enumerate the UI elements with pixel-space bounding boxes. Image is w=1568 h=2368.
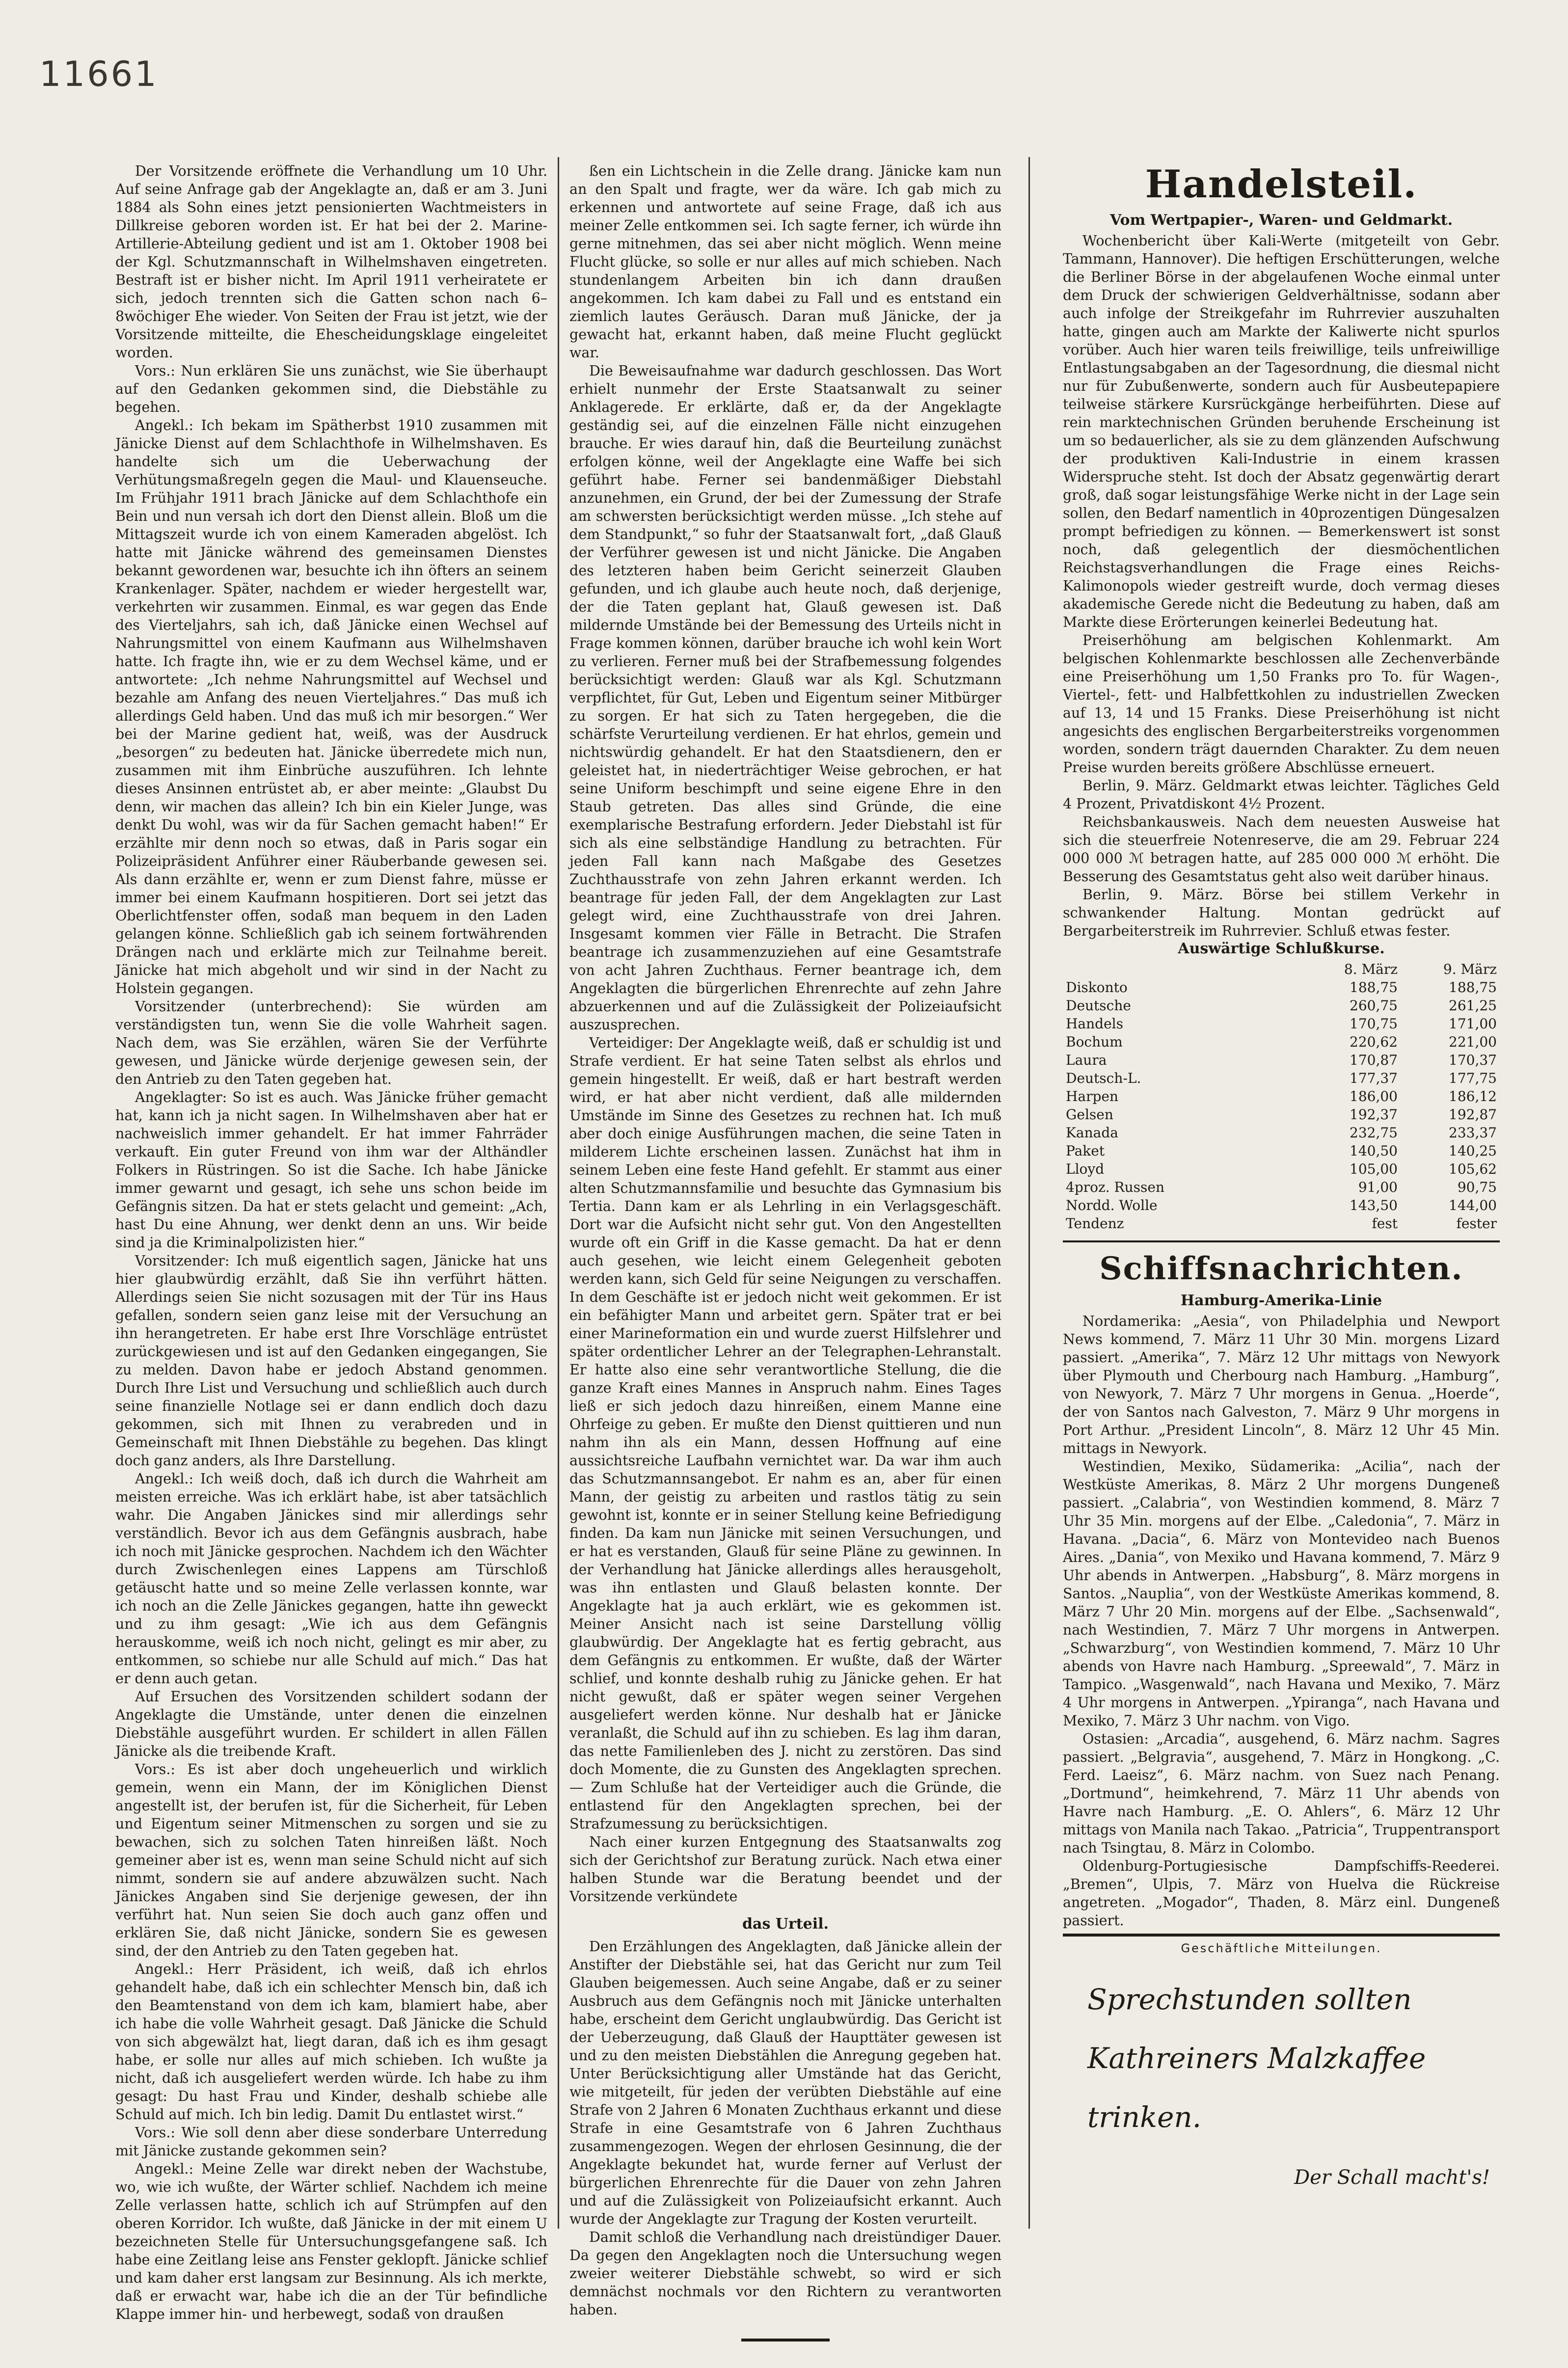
cell: 192,37 bbox=[1350, 1106, 1398, 1123]
cell: 171,00 bbox=[1449, 1016, 1497, 1032]
cell: 177,75 bbox=[1449, 1070, 1497, 1086]
cell: 188,75 bbox=[1350, 979, 1398, 996]
cell: Nordd. Wolle bbox=[1066, 1197, 1158, 1213]
table-row bbox=[1063, 996, 1500, 1015]
table-row bbox=[1063, 1124, 1500, 1142]
handwriting-line: trinken. bbox=[1087, 2100, 1202, 2134]
paragraph: Angekl.: Meine Zelle war direkt neben der Wachstube, wo, wie ich wußte, der Wärter schlief. Nachdem ich meine Zelle verlassen hatte, schlich ich auf Strümpfen auf den oberen Korridor. Ich wußte, daß Jänicke in der mit einem U bezeichneten Stelle für Untersuchungsgefangene saß. Ich habe eine Zeitlang leise ans Fenster geklopft. Jänicke schlief und kam daher erst langsam zur Besinnung. Als ich merkte, daß er erwacht war, habe ich die an der Tür befindliche Klappe immer hin- und herbewegt, sodaß von draußen bbox=[115, 2161, 547, 2322]
paragraph: Die Beweisaufnahme war dadurch geschlossen. Das Wort erhielt nunmehr der Erste Staatsanwalt zu seiner Anklagerede. Er erklärte, daß er, da der Angeklagte geständig sei, auf die einzelnen Fälle nicht einzugehen brauche. Er wies darauf hin, daß die Beurteilung zunächst erfolgen könne, weil der Angeklagte eine Waffe bei sich geführt habe. Ferner sei bandenmäßiger Diebstahl anzunehmen, ein Grund, der bei der Zumessung der Strafe am schwersten berücksichtigt werden müsse. „Ich stehe auf dem Standpunkt,“ so fuhr der Staatsanwalt fort, „daß Glauß der Verführer gewesen ist und nicht Jänicke. Die Angaben des letzteren haben beim Gericht seinerzeit Glauben gefunden, und ich glaube auch heute noch, daß derjenige, der die Taten geplant hat, Glauß gewesen ist. Daß mildernde Umstände bei der Bemessung des Urteils nicht in Frage kommen können, darüber brauche ich wohl kein Wort zu verlieren. Ferner muß bei der Strafbemessung folgendes berücksichtigt werden: Glauß war als Kgl. Schutzmann verpflichtet, für Gut, Leben und Eigentum seiner Mitbürger zu sorgen. Er hat sich zu Taten hergegeben, die die schärfste Verurteilung verdienen. Er hat ehrlos, gemein und nichtswürdig gehandelt. Er hat den Staatsdienern, den er geleistet hat, in niederträchtiger Weise gebrochen, er hat seine Uniform beschimpft und seine eigene Ehre in den Staub getreten. Das alles sind Gründe, die eine exemplarische Bestrafung erfordern. Jeder Diebstahl ist für sich als eine selbständige Handlung zu betrachten. Für jeden Fall kann nach Maßgabe des Gesetzes Zuchthausstrafe von zehn Jahren erkannt werden. Ich beantrage für jeden Fall, der dem Angeklagten zur Last gelegt wird, eine Zuchthausstrafe von drei Jahren. Insgesamt kommen vier Fälle in Betracht. Die Strafen beantrage ich zusammenzuziehen auf eine Gesamtstrafe von acht Jahren Zuchthaus. Ferner beantrage ich, dem Angeklagten die bürgerlichen Ehrenrechte auf zehn Jahre abzuerkennen und auf die Zulässigkeit der Polizeiaufsicht auszusprechen. bbox=[569, 363, 1001, 1033]
cell: 105,62 bbox=[1449, 1161, 1497, 1177]
cell: 90,75 bbox=[1457, 1179, 1497, 1195]
shipping-news-box bbox=[1063, 1312, 1500, 1937]
business-notices-label: Geschäftliche Mitteilungen. bbox=[1181, 1941, 1382, 1955]
stock-table-title: Auswärtige Schlußkurse. bbox=[1178, 940, 1385, 957]
paragraph: Wochenbericht über Kali-Werte (mitgeteilt von Gebr. Tammann, Hannover). Die heftigen Erschütterungen, welche die Berliner Börse in der abgelaufenen Woche einmal unter dem Druck der schwierigen Geldverhältnisse, sodann aber auch infolge der Streikgefahr im Ruhrrevier auszuhalten hatte, gingen auch am Markte der Kaliwerte nicht spurlos vorüber. Auch hier waren teils freiwillige, teils unfreiwillige Entlastungsabgaben an der Tagesordnung, die diesmal nicht nur für Zubußenwerte, sondern auch für Ausbeutepapiere teilweise stärkere Kursrückgänge herbeiführten. Diese auf rein marktechnischen Gründen beruhende Erscheinung ist um so bedauerlicher, als sie zu dem glänzenden Aufschwung der produktiven Kali-Industrie in einem krassen Widerspruche steht. Ist doch der Absatz gegenwärtig derart groß, daß sogar leistungsfähige Werke nicht in der Lage sein sollen, den Bedarf namentlich in 40prozentigen Düngesalzen prompt befriedigen zu können. — Bemerkenswert ist sonst noch, daß gelegentlich der diesmöchentlichen Reichstagsverhandlungen die Frage eines Reichs-Kalimonopols wieder gestreift wurde, doch vermag dieses akademische Gerede nicht die Bedeutung zu haben, daß am Markte diese Erörterungen keinerlei Bedeutung hat. bbox=[1063, 233, 1500, 630]
table-row bbox=[1063, 1069, 1500, 1087]
paragraph: Oldenburg-Portugiesische Dampfschiffs-Reederei. „Bremen“, Ulpis, 7. März von Huelva die Rückreise angetreten. „Mogador“, Thaden, 8. März einl. Dungeneß passiert. bbox=[1063, 1858, 1500, 1929]
paragraph: Damit schloß die Verhandlung nach dreistündiger Dauer. Da gegen den Angeklagten noch die Untersuchung wegen zweier weiterer Diebstähle schwebt, so wird er sich demnächst nochmals vor den Richtern zu verantworten haben. bbox=[569, 2229, 1001, 2318]
cell: 91,00 bbox=[1358, 1179, 1398, 1195]
cell: 105,00 bbox=[1350, 1161, 1398, 1177]
cell: 261,25 bbox=[1449, 997, 1497, 1014]
paragraph: Vorsitzender: Ich muß eigentlich sagen, Jänicke hat uns hier glaubwürdig erzählt, daß Sie ihn verführt hätten. Allerdings seien Sie nicht sozusagen mit der Tür ins Haus gefallen, sondern seien ganz leise mit der Versuchung an ihn herangetreten. Er habe erst Ihre Vorschläge entrüstet zurückgewiesen und ist auf den Gedanken eingegangen, Sie zu melden. Davon habe er jedoch Abstand genommen. Durch Ihre List und Versuchung und schließlich auch durch seine finanzielle Notlage sei er dann endlich doch dazu gekommen, sich mit Ihnen zu verabreden und in Gemeinschaft mit Ihnen Diebstähle zu begehen. Das klingt doch ganz anders, als Ihre Darstellung. bbox=[115, 1253, 547, 1469]
table-header-row bbox=[1063, 960, 1500, 978]
cell: 170,75 bbox=[1350, 1016, 1398, 1032]
paragraph: Vors.: Es ist aber doch ungeheuerlich und wirklich gemein, wenn ein Mann, der im Königlichen Dienst angestellt ist, der berufen ist, für die Sicherheit, für Leben und Eigentum seiner Mitmenschen zu sorgen und sie zu bewachen, sich zu solchen Taten hinreißen läßt. Noch gemeiner aber ist es, wenn man seine Schuld nicht auf sich nimmt, sondern sie auf andere abzuwälzen sucht. Nach Jänickes Angaben sind Sie derjenige gewesen, der ihn verführt hat. Nun seien Sie doch auch ganz offen und erklären Sie, daß nicht Jänicke, sondern Sie es gewesen sind, der den Antrieb zu den Taten gegeben hat. bbox=[115, 1761, 547, 1959]
cell: 177,37 bbox=[1350, 1070, 1398, 1086]
paragraph: Vors.: Wie soll denn aber diese sonderbare Unterredung mit Jänicke zustande gekommen sein? bbox=[115, 2125, 547, 2159]
court-report-column-2 bbox=[569, 162, 1001, 2341]
cell: 4proz. Russen bbox=[1066, 1179, 1164, 1195]
cell: 140,50 bbox=[1350, 1143, 1398, 1159]
table-row bbox=[1063, 1105, 1500, 1124]
section-title-schiffsnachrichten: Schiffsnachrichten. bbox=[1099, 1250, 1463, 1287]
table-header bbox=[1063, 960, 1301, 978]
cell: 170,87 bbox=[1350, 1052, 1398, 1068]
column-rule-2 bbox=[1028, 157, 1030, 2229]
paragraph: Angekl.: Ich weiß doch, daß ich durch die Wahrheit am meisten erreiche. Was ich erklärt habe, ist aber tatsächlich wahr. Die Angaben Jänickes sind mir allerdings sehr verständlich. Bevor ich aus dem Gefängnis ausbrach, habe ich noch mit Jänicke gesprochen. Nachdem ich den Wächter durch Zwischenlegen eines Lappens am Türschloß getäuscht hatte und so meine Zelle verlassen konnte, war ich noch an die Zelle Jänickes gegangen, hatte ihn geweckt und zu ihm gesagt: „Wie ich aus dem Gefängnis herauskomme, weiß ich noch nicht, gelingt es mir aber, zu entkommen, so schiebe nur alle Schuld auf mich.“ Das hat er denn auch getan. bbox=[115, 1471, 547, 1687]
section-title-handelsteil: Handelsteil. bbox=[1145, 162, 1418, 207]
cell: Laura bbox=[1066, 1052, 1107, 1068]
paragraph: Ostasien: „Arcadia“, ausgehend, 6. März nachm. Sagres passiert. „Belgravia“, ausgehend, 7. März in Hongkong. „C. Ferd. Laeisz“, 6. März nachm. von Suez nach Penang. „Dortmund“, heimkehrend, 7. März 11 Uhr abends von Havre nach Hamburg. „E. O. Ahlers“, 6. März 12 Uhr mittags von Manila nach Takao. „Patricia“, Truppentransport nach Tsingtau, 8. März in Colombo. bbox=[1063, 1731, 1500, 1856]
cell: 232,75 bbox=[1350, 1125, 1398, 1141]
paragraph: Der Vorsitzende eröffnete die Verhandlung um 10 Uhr. Auf seine Anfrage gab der Angeklagte an, daß er am 3. Juni 1884 als Sohn eines jetzt pensionierten Wachtmeisters in Dillkreise geboren worden ist. Er hat bei der 2. Marine-Artillerie-Abteilung gedient und ist am 1. Oktober 1908 bei der Kgl. Schutzmannschaft in Wilhelmshaven eingetreten. Bestraft ist er bisher nicht. Im April 1911 verheiratete er sich, jedoch trennten sich die Gatten schon nach 6–8wöchiger Ehe wieder. Von Seiten der Frau ist jetzt, wie der Vorsitzende mitteilte, die Ehescheidungsklage eingeleitet worden. bbox=[115, 163, 547, 361]
paragraph: Reichsbankausweis. Nach dem neuesten Ausweise hat sich die steuerfreie Notenreserve, die am 29. Februar 224 000 000 ℳ betragen hatte, auf 285 000 000 ℳ erhöht. Die Besserung des Gesamtstatus geht also weit darüber hinaus. bbox=[1063, 814, 1500, 885]
verdict-heading: das Urteil. bbox=[742, 1915, 829, 1933]
cell: Diskonto bbox=[1066, 979, 1128, 996]
cell: Tendenz bbox=[1066, 1215, 1124, 1232]
paragraph: Berlin, 9. März. Börse bei stillem Verkehr in schwankender Haltung. Montan gedrückt auf Bergarbeiterstreik im Ruhrrevier. Schluß etwas fester. bbox=[1063, 887, 1500, 939]
cell: 143,50 bbox=[1350, 1197, 1398, 1213]
section-subtitle: Vom Wertpapier-, Waren- und Geldmarkt. bbox=[1109, 212, 1453, 229]
cell: 186,00 bbox=[1350, 1088, 1398, 1104]
cell: 186,12 bbox=[1449, 1088, 1497, 1104]
handwriting-signature: Der Schall macht's! bbox=[1294, 2166, 1490, 2189]
table-row bbox=[1063, 1033, 1500, 1051]
cell: 170,37 bbox=[1449, 1052, 1497, 1068]
paragraph: ßen ein Lichtschein in die Zelle drang. Jänicke kam nun an den Spalt und fragte, wer da wäre. Ich gab mich zu erkennen und antwortete auf seine Frage, daß ich aus meiner Zelle entkommen sei. Ich sagte ferner, ich würde ihn gerne mitnehmen, das sei aber nicht möglich. Wenn meine Flucht glücke, so solle er nur alles auf mich schieben. Nach stundenlangem Arbeiten bin ich dann draußen angekommen. Ich kam dabei zu Fall und es entstand ein ziemlich lautes Geräusch. Daran muß Jänicke, der ja gewacht hat, erkannt haben, daß meine Flucht geglückt war. bbox=[569, 163, 1001, 361]
table-row bbox=[1063, 1051, 1500, 1069]
court-report-column-1 bbox=[115, 162, 547, 2323]
business-column bbox=[1063, 162, 1500, 2189]
table-row bbox=[1063, 978, 1500, 996]
cell: fester bbox=[1456, 1215, 1497, 1232]
cell: 233,37 bbox=[1449, 1125, 1497, 1141]
paragraph: Westindien, Mexiko, Südamerika: „Acilia“, nach der Westküste Amerikas, 8. März 2 Uhr morgens Dungeneß passiert. „Calabria“, von Westindien kommend, 8. März 7 Uhr 35 Min. morgens auf der Elbe. „Caledonia“, 7. März in Havana. „Dacia“, 6. März von Montevideo nach Buenos Aires. „Dania“, von Mexiko und Havana kommend, 7. März 9 Uhr abends in Antwerpen. „Habsburg“, 8. März morgens in Santos. „Nauplia“, von der Westküste Amerikas kommend, 8. März 7 Uhr 20 Min. morgens auf der Elbe. „Sachsenwald“, nach Westindien, 7. März 7 Uhr morgens in Antwerpen. „Schwarzburg“, von Westindien kommend, 7. März 10 Uhr abends von Havre nach Hamburg. „Spreewald“, 7. März in Tampico. „Wasgenwald“, nach Havana und Mexiko, 7. März 4 Uhr morgens in Antwerpen. „Ypiranga“, nach Havana und Mexiko, 7. März 3 Uhr nachm. von Vigo. bbox=[1063, 1458, 1500, 1729]
table-header: 9. März bbox=[1443, 961, 1497, 977]
table-row bbox=[1063, 1196, 1500, 1214]
table-row bbox=[1063, 1087, 1500, 1105]
cell: 221,00 bbox=[1449, 1034, 1497, 1050]
cell: 260,75 bbox=[1350, 997, 1398, 1014]
stock-table bbox=[1063, 960, 1500, 1233]
paragraph: Nach einer kurzen Entgegnung des Staatsanwalts zog sich der Gerichtshof zur Beratung zurück. Nach etwa einer halben Stunde war die Beratung beendet und der Vorsitzende verkündete bbox=[569, 1834, 1001, 1905]
cell: Handels bbox=[1066, 1016, 1123, 1032]
cell: 192,87 bbox=[1449, 1106, 1497, 1123]
column-rule-1 bbox=[558, 157, 559, 2229]
end-rule bbox=[741, 2339, 830, 2341]
paragraph: Berlin, 9. März. Geldmarkt etwas leichter. Tägliches Geld 4 Prozent, Privatdiskont 4½ Prozent. bbox=[1063, 778, 1500, 812]
table-row bbox=[1063, 1142, 1500, 1160]
table-row bbox=[1063, 1214, 1500, 1233]
paragraph: Verteidiger: Der Angeklagte weiß, daß er schuldig ist und Strafe verdient. Er hat seine Taten selbst als ehrlos und gemein hingestellt. Er weiß, daß er hart bestraft werden wird, er hat aber nicht verdient, daß alle mildernden Umstände im Sinne des Gesetzes zu rechnen hat. Ich muß aber doch einige Ausführungen machen, die seine Taten in milderem Lichte erscheinen lassen. Zunächst hat ihm in seinem Leben eine feste Hand gefehlt. Er stammt aus einer alten Schutzmannsfamilie und besuchte das Gymnasium bis Tertia. Dann kam er als Lehrling in ein Verlagsgeschäft. Dort war die Aufsicht nicht sehr gut. Von den Angestellten wurde oft ein Griff in die Kasse gemacht. Da hat er denn auch gesehen, wie leicht einem Gelegenheit geboten werden kann, sich Geld für seine Neigungen zu verschaffen. In dem Geschäfte ist er jedoch nicht weit gekommen. Er ist ein befähigter Mann und arbeitet gern. Später trat er bei einer Marineformation ein und wurde zuerst Hilfslehrer und später ordentlicher Lehrer an der Telegraphen-Lehranstalt. Er hatte also eine sehr verantwortliche Stellung, die die ganze Kraft eines Mannes in Anspruch nahm. Eines Tages ließ er sich jedoch dazu hinreißen, einem Manne eine Ohrfeige zu geben. Er mußte den Dienst quittieren und nun nahm ihn als ein Mann, dessen Hoffnung auf eine aussichtsreiche Laufbahn vernichtet war. Da war ihm auch das Schutzmannsangebot. Er nahm es an, aber für einen Mann, der geistig zu arbeiten und rastlos tätig zu sein gewohnt ist, konnte er in seiner Stellung keine Befriedigung finden. Da kam nun Jänicke mit seinen Versuchungen, und er hat es verstanden, Glauß für seine Pläne zu gewinnen. In der Verhandlung hat Jänicke allerdings alles herausgeholt, was ihn entlasten und Glauß belasten konnte. Der Angeklagte hat ja auch erklärt, wie es gekommen ist. Meiner Ansicht nach ist seine Darstellung völlig glaubwürdig. Der Angeklagte hat es fertig gebracht, aus dem Gefängnis zu entkommen. Er wußte, daß der Wärter schlief, und konnte deshalb ruhig zu Jänicke gehen. Er hat nicht gewußt, daß er später wegen seiner Vergehen ausgeliefert werden könne. Nur deshalb hat er Jänicke veranlaßt, die Schuld auf ihn zu schieben. Es lag ihm daran, das nette Familienleben des J. nicht zu zerstören. Das sind doch Momente, die zu Gunsten des Angeklagten sprechen. — Zum Schluße hat der Verteidiger auch die Gründe, die entlastend für den Angeklagten sprechen, bei der Strafzumessung zu berücksichtigen. bbox=[569, 1035, 1001, 1832]
handwritten-advertisement bbox=[1063, 1970, 1500, 2189]
paragraph: Den Erzählungen des Angeklagten, daß Jänicke allein der Anstifter der Diebstähle sei, hat das Gericht nur zum Teil Glauben beigemessen. Auch seine Angabe, daß er zu seiner Ausbruch aus dem Gefängnis noch mit Jänicke unterhalten habe, erscheint dem Gericht unglaubwürdig. Das Gericht ist der Ueberzeugung, daß Glauß der Haupttäter gewesen ist und zu den meisten Diebstählen die Anregung gegeben hat. Unter Berücksichtigung aller Umstände hat das Gericht, wie mitgeteilt, für jeden der verübten Diebstähle auf eine Strafe von 2 Jahren 6 Monaten Zuchthaus erkannt und diese Strafe in eine Gesamtstrafe von 6 Jahren Zuchthaus zusammengezogen. Wegen der ehrlosen Gesinnung, die der Angeklagte bekundet hat, wurde ferner auf Verlust der bürgerlichen Ehrenrechte für die Dauer von zehn Jahren und auf die Zulässigkeit von Polizeiaufsicht erkannt. Auch wurde der Angeklagte zur Tragung der Kosten verurteilt. bbox=[569, 1938, 1001, 2227]
cell: Kanada bbox=[1066, 1125, 1118, 1141]
cell: fest bbox=[1372, 1215, 1398, 1232]
page-number: 11661 bbox=[39, 54, 159, 94]
cell: Deutsche bbox=[1066, 997, 1131, 1014]
cell: Gelsen bbox=[1066, 1106, 1113, 1123]
cell: Harpen bbox=[1066, 1088, 1119, 1104]
paragraph: Auf Ersuchen des Vorsitzenden schildert sodann der Angeklagte die Umstände, unter denen die einzelnen Diebstähle ausgeführt wurden. Er schildert in allen Fällen Jänicke als die treibende Kraft. bbox=[115, 1689, 547, 1759]
paragraph: Vors.: Nun erklären Sie uns zunächst, wie Sie überhaupt auf den Gedanken gekommen sind, die Diebstähle zu begehen. bbox=[115, 363, 547, 415]
table-row bbox=[1063, 1178, 1500, 1196]
paragraph: Angekl.: Herr Präsident, ich weiß, daß ich ehrlos gehandelt habe, daß ich ein schlechter Mensch bin, daß ich den Beamtenstand von dem ich kam, blamiert habe, aber ich habe die volle Wahrheit gesagt. Daß Jänicke die Schuld von sich abgewälzt hat, liegt daran, daß ich es ihm gesagt habe, er solle nur alles auf mich schieben. Ich wußte ja nicht, daß ich ausgeliefert werden würde. Ich habe zu ihm gesagt: Du hast Frau und Kinder, deshalb schiebe alle Schuld auf mich. Ich bin ledig. Damit Du entlastet wirst.“ bbox=[115, 1961, 547, 2123]
paragraph: Angekl.: Ich bekam im Spätherbst 1910 zusammen mit Jänicke Dienst auf dem Schlachthofe in Wilhelmshaven. Es handelte sich um die Ueberwachung der Verhütungsmaßregeln gegen die Maul- und Klauenseuche. Im Frühjahr 1911 brach Jänicke auf dem Schlachthofe ein Bein und nun versah ich dort den Dienst allein. Bloß um die Mittagszeit wurde ich von einem Kameraden abgelöst. Ich hatte mit Jänicke während des gemeinsamen Dienstes bekannt gewordenen war, besuchte ich ihn öfters an seinem Krankenlager. Später, nachdem er wieder hergestellt war, verkehrten wir zusammen. Einmal, es war gegen das Ende des Vierteljahrs, sah ich, daß Jänicke einen Wechsel auf Nahrungsmittel von einem Kaufmann aus Wilhelmshaven hatte. Ich fragte ihn, wie er zu dem Wechsel käme, und er antwortete: „Ich nehme Nahrungsmittel auf Wechsel und bezahle am Anfang des neuen Vierteljahres.“ Das muß ich allerdings Geld haben. Und das muß ich mir besorgen.“ Wer bei der Marine gedient hat, weiß, was der Ausdruck „besorgen“ zu bedeuten hat. Jänicke überredete mich nun, zusammen mit ihm Einbrüche auszuführen. Ich lehnte dieses Ansinnen entrüstet ab, er aber meinte: „Glaubst Du denn, wir machen das allein? Ich bin ein Kieler Junge, was denkt Du wohl, was wir da für Sachen gemacht haben!“ Er erzählte mir denn noch so etwas, daß in Paris sogar ein Polizeipräsident Anführer einer Räuberbande gewesen sei. Als dann erzählte er, wenn er zum Dienst fahre, müsse er immer bei einem Kaufmann hospitieren. Dort sei jetzt das Oberlichtfenster offen, sodaß man bequem in den Laden gelangen könne. Schließlich gab ich seinem fortwährenden Drängen nach und erklärte mich zur Teilnahme bereit. Jänicke hat mich abgeholt und wir sind in der Nacht zu Holstein gegangen. bbox=[115, 417, 547, 996]
shipping-line-title: Hamburg-Amerika-Linie bbox=[1180, 1292, 1382, 1309]
cell: 188,75 bbox=[1449, 979, 1497, 996]
cell: Deutsch-L. bbox=[1066, 1070, 1141, 1086]
cell: Lloyd bbox=[1066, 1161, 1105, 1177]
cell: 220,62 bbox=[1350, 1034, 1398, 1050]
handwriting-line: Kathreiners Malzkaffee bbox=[1087, 2042, 1426, 2075]
paragraph: Angeklagter: So ist es auch. Was Jänicke früher gemacht hat, kann ich ja nicht sagen. In Wilhelmshaven aber hat er nachweislich immer gehandelt. Er hat immer Fahrräder verkauft. Ein guter Freund von ihm war der Althändler Folkers in Rüstringen. So ist die Sache. Ich habe Jänicke immer gewarnt und gesagt, ich sehe uns schon beide im Gefängnis sitzen. Da hat er stets gelacht und gemeint: „Ach, hast Du eine Ahnung, wer denkt denn an uns. Wir beide sind ja die Kriminalpolizisten hier.“ bbox=[115, 1089, 547, 1251]
table-header: 8. März bbox=[1344, 961, 1398, 977]
handwriting-line: Sprechstunden sollten bbox=[1087, 1983, 1412, 2016]
cell: Paket bbox=[1066, 1143, 1105, 1159]
paragraph: Preiserhöhung am belgischen Kohlenmarkt. Am belgischen Kohlenmarkte beschlossen alle Zechenverbände eine Preiserhöhung um 1,50 Franks pro To. für Wagen-, Viertel-, fett- und Halbfettkohlen zu industriellen Zwecken auf 13, 14 und 15 Franks. Diese Preiserhöhung ist nicht angesichts des englischen Bergarbeiterstreiks vorgenommen worden, sondern trägt dauernden Charakter. Zu dem neuen Preise wurden bereits größere Abschlüsse erneuert. bbox=[1063, 632, 1500, 776]
cell: Bochum bbox=[1066, 1034, 1123, 1050]
paragraph: Nordamerika: „Aesia“, von Philadelphia und Newport News kommend, 7. März 11 Uhr 30 Min. morgens Lizard passiert. „Amerika“, 7. März 12 Uhr mittags von Newyork über Plymouth und Cherbourg nach Hamburg. „Hamburg“, von Newyork, 7. März 7 Uhr morgens in Genua. „Hoerde“, der von Santos nach Galveston, 7. März 9 Uhr morgens in Port Arthur. „President Lincoln“, 8. März 12 Uhr 45 Min. mittags in Newyork. bbox=[1063, 1313, 1500, 1456]
table-row bbox=[1063, 1015, 1500, 1033]
paragraph: Vorsitzender (unterbrechend): Sie würden am verständigsten tun, wenn Sie die volle Wahrheit sagen. Nach dem, was Sie erzählen, wären Sie der Verführte gewesen, und Jänicke würde derjenige gewesen sein, der den Antrieb zu den Taten gegeben hat. bbox=[115, 998, 547, 1087]
cell: 144,00 bbox=[1449, 1197, 1497, 1213]
table-row bbox=[1063, 1160, 1500, 1178]
section-divider bbox=[1063, 1240, 1500, 1242]
cell: 140,25 bbox=[1449, 1143, 1497, 1159]
